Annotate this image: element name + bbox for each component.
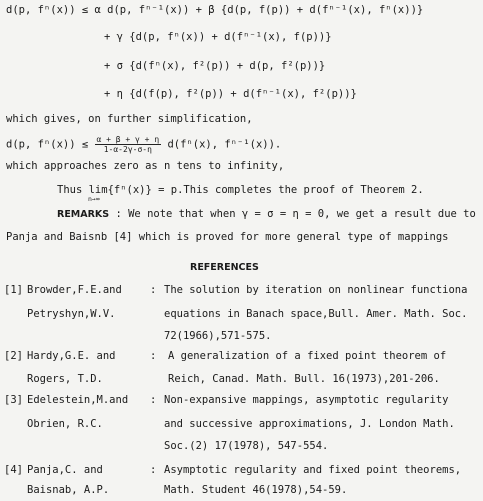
approaches-text: which approaches zero as n tens to infinity,: [6, 160, 285, 172]
equation-line-3: + σ {d(fⁿ(x), f²(p)) + d(p, f²(p))}: [104, 60, 326, 72]
reference-1-author-2: Petryshyn,W.V.: [27, 308, 116, 320]
reference-4-author-1: Panja,C. and: [27, 464, 103, 476]
reference-4-text-1: Asymptotic regularity and fixed point theorems,: [164, 464, 462, 476]
reference-2-text-2: Reich, Canad. Math. Bull. 16(1973),201-206.: [168, 373, 440, 385]
reference-1-text-3: 72(1966),571-575.: [164, 330, 272, 342]
reference-1-text-1: The solution by iteration on nonlinear functiona: [164, 284, 468, 296]
reference-2-author-1: Hardy,G.E. and: [27, 350, 116, 362]
fraction-numerator: α + β + γ + η: [96, 135, 160, 144]
reference-1-number: [1]: [4, 284, 23, 296]
reference-1-colon: :: [150, 284, 157, 296]
reference-3-text-3: Soc.(2) 17(1978), 547-554.: [164, 440, 329, 452]
equation-5-fraction: [95, 135, 162, 154]
reference-2-text-1: A generalization of a fixed point theorem of: [168, 350, 447, 362]
equation-5-left: d(p, fⁿ(x)) ≤: [6, 138, 89, 151]
equation-line-5: [6, 135, 281, 154]
fraction-denominator: 1-α-2γ-σ-η: [103, 145, 152, 154]
remarks-label: REMARKS: [57, 209, 110, 220]
remarks-line-2: Panja and Baisnb [4] which is proved for more general type of mappings: [6, 231, 449, 243]
reference-4-text-2: Math. Student 46(1978),54-59.: [164, 484, 348, 496]
equation-5-right: d(fⁿ(x), fⁿ⁻¹(x)).: [167, 138, 282, 151]
reference-4-colon: :: [150, 464, 157, 476]
reference-4-number: [4]: [4, 464, 23, 476]
reference-3-number: [3]: [4, 394, 23, 406]
equation-line-4: + η {d(f(p), f²(p)) + d(fⁿ⁻¹(x), f²(p))}: [104, 88, 357, 100]
remarks-text: : We note that when γ = σ = η = 0, we get a result due to: [115, 208, 476, 220]
remarks-line-1: [57, 208, 476, 220]
equation-line-1: d(p, fⁿ(x)) ≤ α d(p, fⁿ⁻¹(x)) + β {d(p, f(p)) + d(fⁿ⁻¹(x), fⁿ(x))}: [6, 4, 424, 16]
reference-3-author-1: Edelestein,M.and: [27, 394, 129, 406]
references-heading: REFERENCES: [190, 262, 259, 273]
reference-3-text-2: and successive approximations, J. London Math.: [164, 418, 455, 430]
simplification-text: which gives, on further simplification,: [6, 113, 253, 125]
reference-2-colon: :: [150, 350, 157, 362]
reference-3-text-1: Non-expansive mappings, asymptotic regularity: [164, 394, 449, 406]
limit-subscript: n→∞: [88, 195, 100, 203]
thus-text: Thus lim{fⁿ(x)} = p.This completes the proof of Theorem 2.: [57, 184, 424, 196]
reference-3-author-2: Obrien, R.C.: [27, 418, 103, 430]
reference-3-colon: :: [150, 394, 157, 406]
equation-line-2: + γ {d(p, fⁿ(x)) + d(fⁿ⁻¹(x), f(p))}: [104, 31, 332, 43]
reference-1-author-1: Browder,F.E.and: [27, 284, 122, 296]
reference-1-text-2: equations in Banach space,Bull. Amer. Math. Soc.: [164, 308, 468, 320]
reference-2-author-2: Rogers, T.D.: [27, 373, 103, 385]
reference-2-number: [2]: [4, 350, 23, 362]
reference-4-author-2: Baisnab, A.P.: [27, 484, 110, 496]
